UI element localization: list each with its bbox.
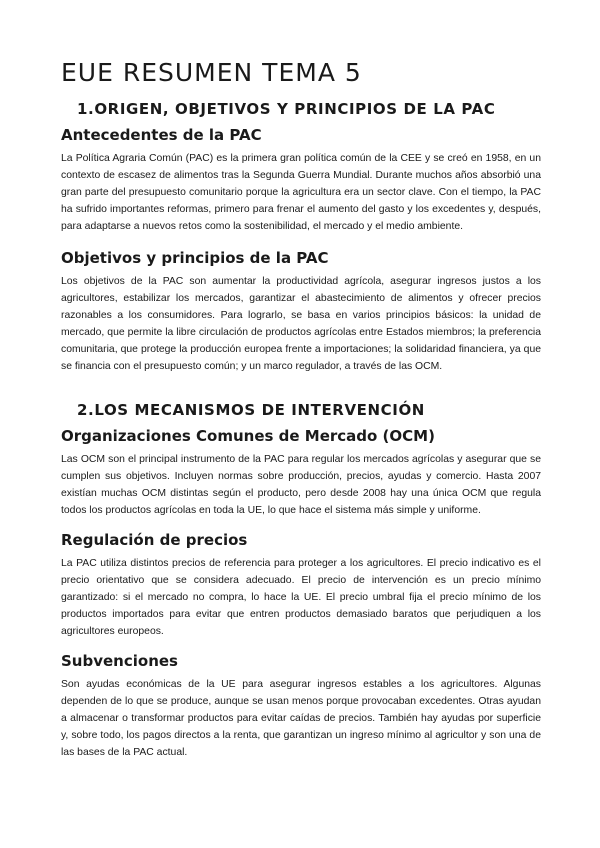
paragraph: Son ayudas económicas de la UE para asegurar ingresos estables a los agricultores. Algunas dependen de lo que se produce, aunque se usan menos porque provocaban excedentes. Otras ayudan a almacenar o transformar productos para evitar caídas de precios. También hay ayudas por superficie y, sobre todo, los pagos directos a la renta, que garantizan un ingreso mínimo al agricultor y son una de las bases de la PAC actual. (61, 679, 541, 758)
paragraph: Los objetivos de la PAC son aumentar la productividad agrícola, asegurar ingresos justos a los agricultores, estabilizar los mercados, garantizar el abastecimiento de alimentos y ofrecer precios razonables a los consumidores. Para lograrlo, se basa en varios principios básicos: la unidad de mercado, que permite la libre circulación de productos agrícolas entre Estados miembros; la preferencia comunitaria, que protege la producción europea frente a importaciones; la solidaridad financiera, ya que se financia con el presupuesto común; y un marco regulador, a través de las OCM. (61, 276, 541, 372)
subsection-regulacion-precios (61, 529, 541, 640)
subsection-heading: Subvenciones (61, 652, 178, 670)
subsection-ocm (61, 425, 541, 519)
subsection-heading: Regulación de precios (61, 531, 248, 549)
section-heading: 2.LOS MECANISMOS DE INTERVENCIÓN (77, 401, 425, 419)
paragraph: La PAC utiliza distintos precios de referencia para proteger a los agricultores. El precio indicativo es el precio orientativo que se considera adecuado. El precio de intervención es un precio mínimo garantizado: si el mercado no compra, lo hace la UE. El precio umbral fija el precio mínimo de los productos importados para evitar que entren productos demasiado baratos que perjudiquen a los agricultores europeos. (61, 558, 541, 637)
subsection-heading: Antecedentes de la PAC (61, 126, 262, 144)
paragraph: La Política Agraria Común (PAC) es la primera gran política común de la CEE y se creó en 1958, en un contexto de escasez de alimentos tras la Segunda Guerra Mundial. Durante muchos años absorbió una gran parte del presupuesto comunitario porque la agricultura era un sector clave. Con el tiempo, la PAC ha sufrido importantes reformas, primero para frenar el aumento del gasto y los excedentes y, después, para adaptarse a nuevos retos como la sostenibilidad, el mercado y el medio ambiente. (61, 153, 541, 232)
section-heading: 1.ORIGEN, OBJETIVOS Y PRINCIPIOS DE LA PAC (77, 100, 496, 118)
section-mecanismos (61, 399, 541, 761)
document-title: EUE RESUMEN TEMA 5 (61, 58, 362, 87)
subsection-subvenciones (61, 650, 541, 761)
paragraph: Las OCM son el principal instrumento de la PAC para regular los mercados agrícolas y asegurar que se cumplen sus objetivos. Incluyen normas sobre producción, precios, ayudas y comercio. Hasta 2007 existían muchas OCM distintas según el producto, pero desde 2008 hay una única OCM que regula todos los productos agrícolas en toda la UE, lo que hace el sistema más simple y uniforme. (61, 454, 541, 516)
subsection-antecedentes (61, 124, 541, 235)
subsection-objetivos (61, 247, 541, 375)
subsection-heading: Organizaciones Comunes de Mercado (OCM) (61, 427, 435, 445)
section-origen (61, 98, 541, 375)
subsection-heading: Objetivos y principios de la PAC (61, 249, 329, 267)
